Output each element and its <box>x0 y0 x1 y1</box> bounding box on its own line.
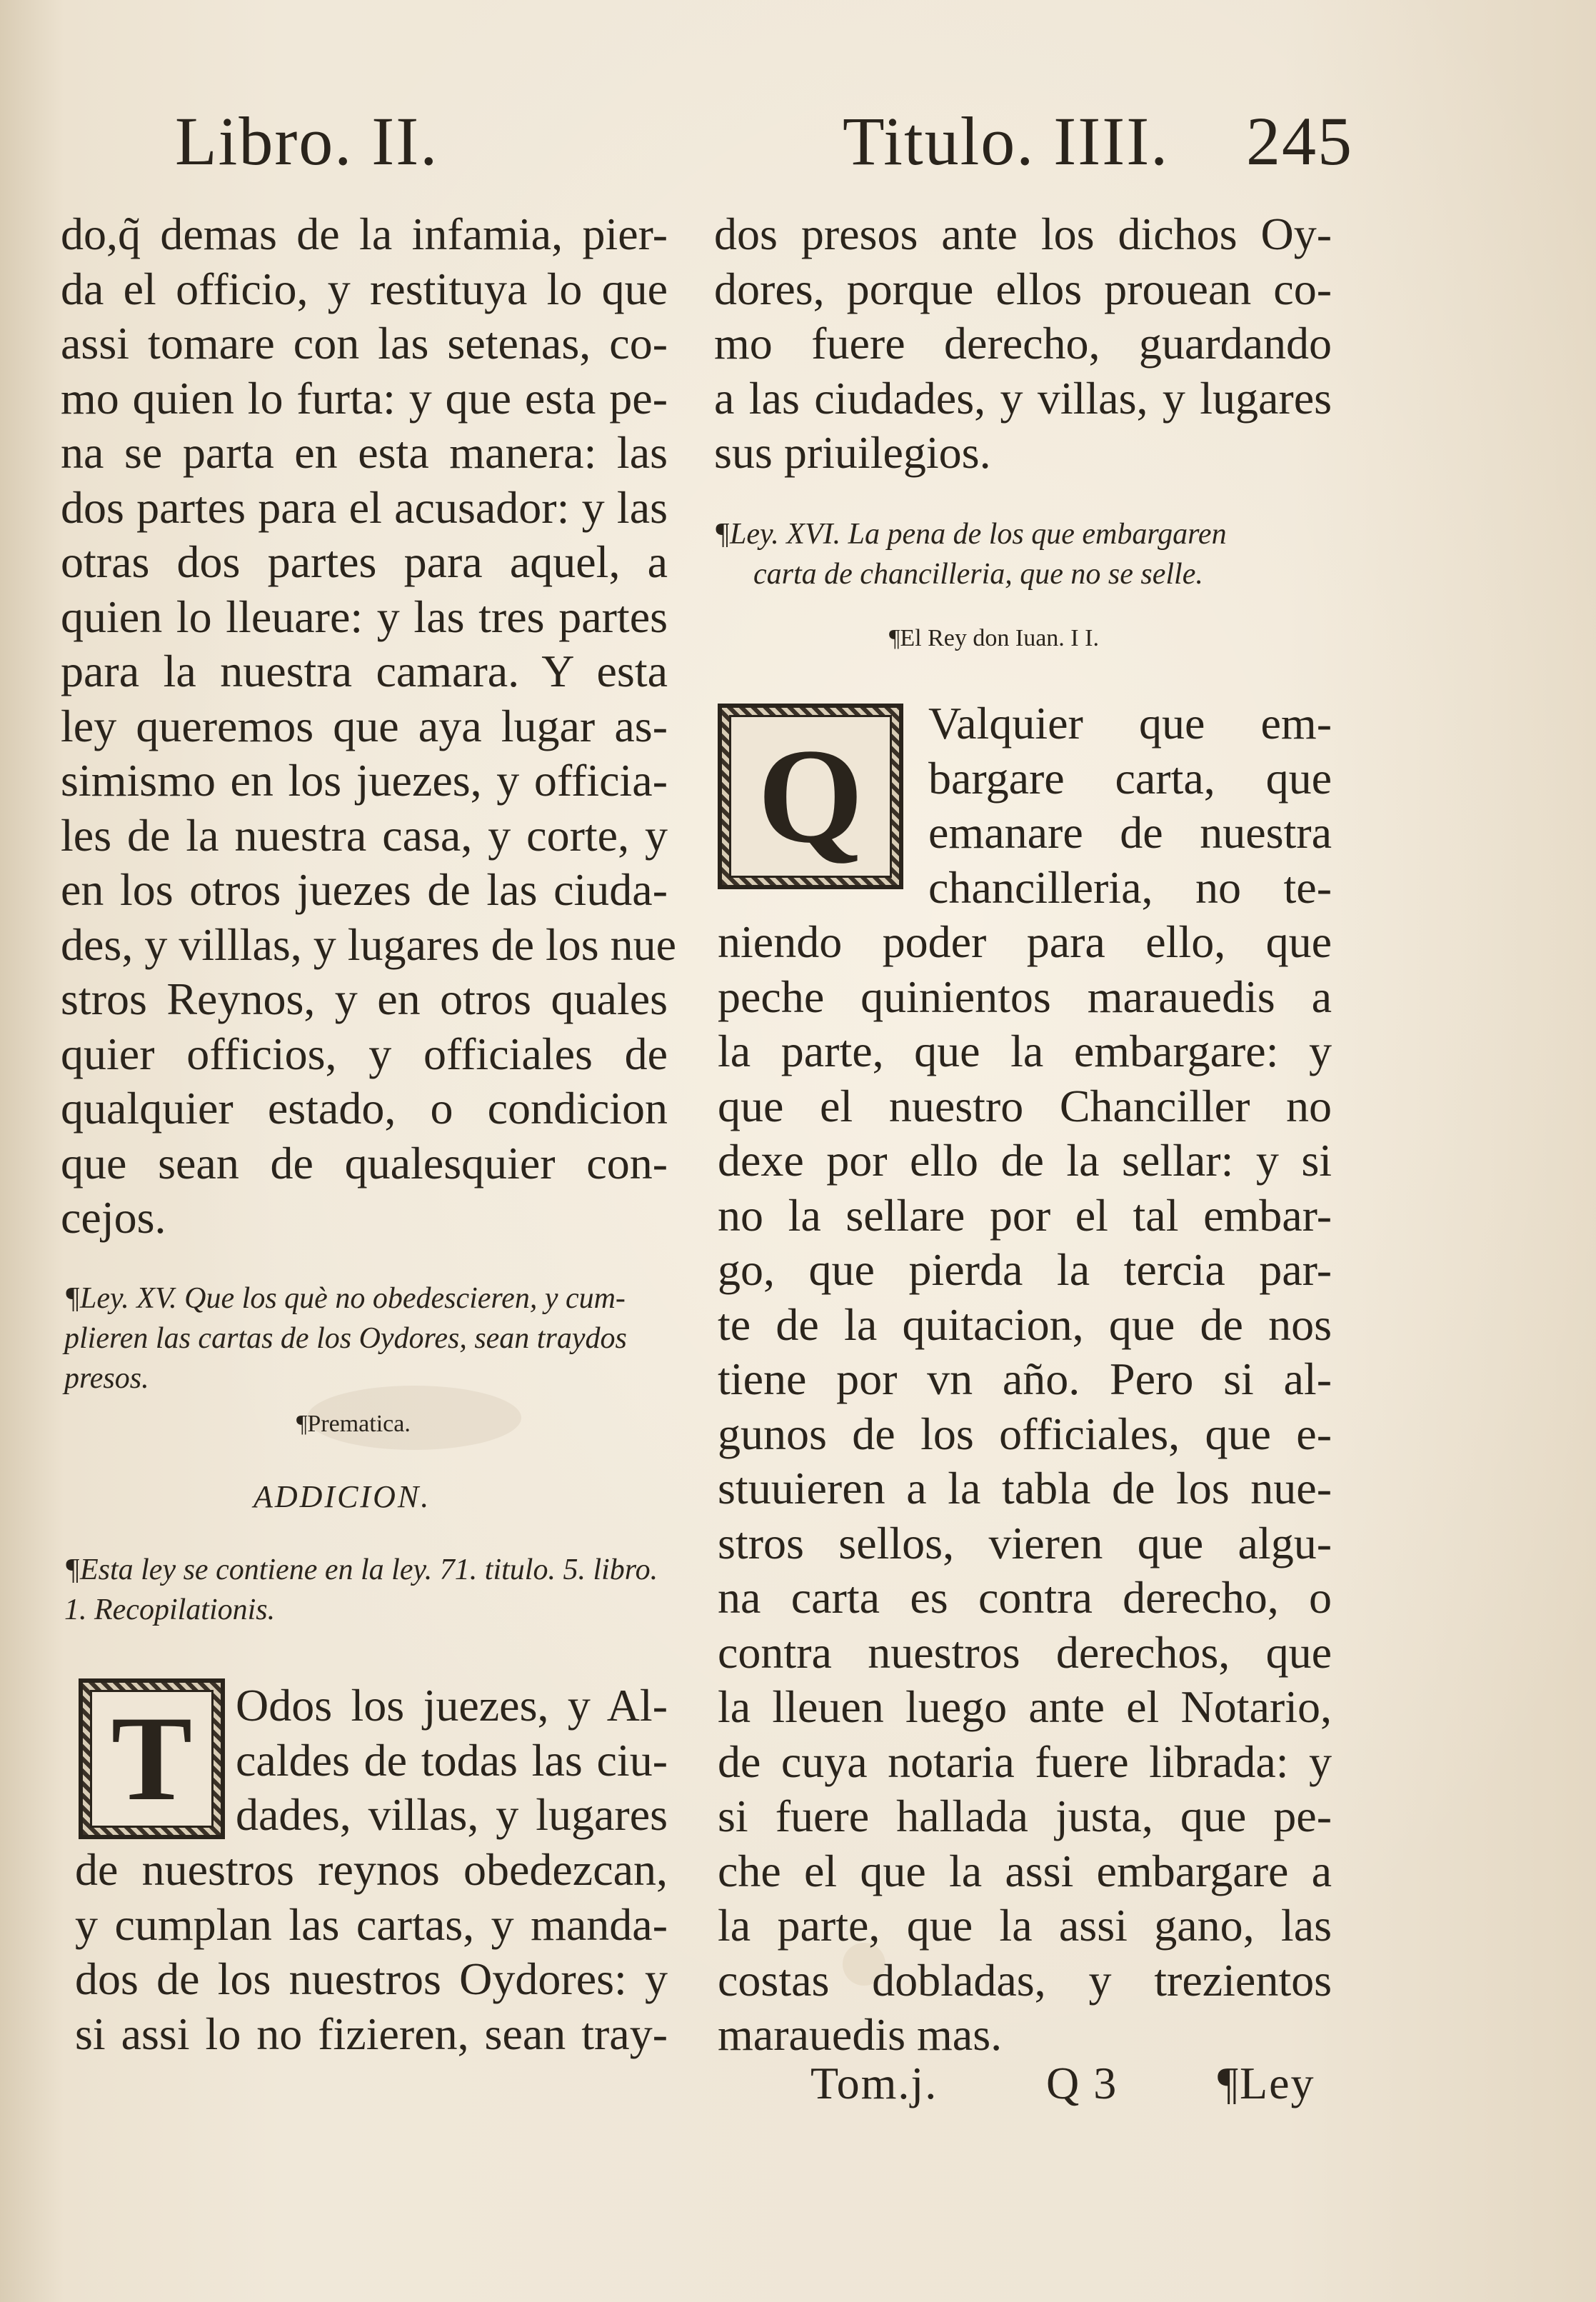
text-line: peche quinientos marauedis a <box>718 971 1332 1022</box>
initial-letter: T <box>90 1690 214 1828</box>
ley15-rubric <box>64 1278 627 1398</box>
text-line: otras dos partes para aquel, a <box>61 536 668 587</box>
text-line: do,q̃ demas de la infamia, pier- <box>61 209 668 259</box>
text-line: a las ciudades, y villas, y lugares <box>714 372 1332 424</box>
right-opening <box>714 207 1332 481</box>
text-line: si assi lo no fizieren, sean tray- <box>75 2008 668 2059</box>
text-line: dexe por ello de la sellar: y si <box>718 1135 1332 1186</box>
text-line: caldes de todas las ciu- <box>236 1734 668 1786</box>
addicion-title: ADDICION. <box>254 1479 431 1514</box>
rubric-line: plieren las cartas de los Oydores, sean traydos <box>64 1322 627 1355</box>
text-line: assi tomare con las setenas, co- <box>61 318 668 369</box>
text-line: y cumplan las cartas, y manda- <box>75 1898 668 1950</box>
text-line: mo quien lo furta: y que esta pe- <box>61 372 668 424</box>
text-line: dos de los nuestros Oydores: y <box>75 1953 668 2004</box>
addicion-note-line: ¶Esta ley se contiene en la ley. 71. titulo. 5. libro. <box>64 1553 658 1586</box>
text-line: que sean de qualesquier con- <box>61 1137 668 1188</box>
text-line: gunos de los officiales, que e- <box>718 1408 1332 1459</box>
text-line: quien lo lleuare: y las tres partes <box>61 591 668 642</box>
text-line: Odos los juezes, y Al- <box>236 1680 668 1731</box>
text-line: la lleuen luego ante el Notario, <box>718 1681 1332 1732</box>
text-line: bargare carta, que <box>928 752 1332 804</box>
running-head-title: Titulo. IIII. <box>843 103 1170 179</box>
text-line: costas dobladas, y trezientos <box>718 1954 1332 2006</box>
page-number: 245 <box>1246 103 1353 179</box>
text-line: dades, villas, y lugares <box>236 1789 668 1840</box>
text-line: stros sellos, vieren que algu- <box>718 1517 1332 1568</box>
catchword: ¶Ley <box>1218 2058 1315 2108</box>
initial-paragraph-left <box>236 1678 668 1843</box>
text-line: tiene por vn año. Pero si al- <box>718 1353 1332 1404</box>
prematica-label: ¶Prematica. <box>296 1411 411 1437</box>
rubric-line: carta de chancilleria, que no se selle. <box>753 558 1203 591</box>
text-line: para la nuestra camara. Y esta <box>61 646 668 696</box>
text-line: contra nuestros derechos, que <box>718 1626 1332 1678</box>
text-line: de cuya notaria fuere librada: y <box>718 1736 1332 1787</box>
initial-paragraph-right <box>928 696 1332 915</box>
text-line: que el nuestro Chanciller no <box>718 1080 1332 1131</box>
text-line: marauedis mas. <box>718 2009 1003 2060</box>
text-line: quier officios, y officiales de <box>61 1028 668 1079</box>
initial-letter: Q <box>729 715 892 878</box>
right-body <box>718 915 1332 2063</box>
text-line: da el officio, y restituya lo que <box>61 263 668 314</box>
rubric-line: ¶Ley. XVI. La pena de los que embargaren <box>714 518 1227 551</box>
gathering-mark: Q 3 <box>1046 2058 1118 2108</box>
rubric-line: presos. <box>64 1362 149 1395</box>
text-line: la parte, que la assi gano, las <box>718 1900 1332 1951</box>
signature-mark: Tom.j. <box>810 2058 938 2108</box>
text-line: na se parta en esta manera: las <box>61 427 668 478</box>
text-line: Valquier que em- <box>928 698 1332 749</box>
attribution: ¶El Rey don Iuan. I I. <box>889 625 1099 651</box>
text-line: stros Reynos, y en otros quales <box>61 974 668 1024</box>
text-line: la parte, que la embargare: y <box>718 1026 1332 1076</box>
text-line: stuuieren a la tabla de los nue- <box>718 1463 1332 1513</box>
text-line: en los otros juezes de las ciuda- <box>61 864 668 915</box>
text-line: te de la quitacion, que de nos <box>718 1298 1332 1350</box>
text-line: go, que pierda la tercia par- <box>718 1244 1332 1295</box>
text-line: dos presos ante los dichos Oy- <box>714 209 1332 259</box>
text-line: dos partes para el acusador: y las <box>61 481 668 533</box>
text-line: les de la nuestra casa, y corte, y <box>61 809 668 861</box>
decorated-initial-q <box>718 704 903 889</box>
running-head-book: Libro. II. <box>175 103 439 179</box>
text-line: niendo poder para ello, que <box>718 916 1332 967</box>
text-line: mo fuere derecho, guardando <box>714 318 1332 369</box>
text-line: des, y villlas, y lugares de los nue <box>61 919 677 970</box>
text-line: emanare de nuestra <box>928 807 1332 858</box>
left-column <box>61 207 677 1246</box>
addicion-note <box>64 1550 658 1630</box>
text-line: simismo en los juezes, y officia- <box>61 755 668 806</box>
closing-paragraph-left <box>75 1843 668 2061</box>
text-line: che el que la assi embargare a <box>718 1845 1332 1896</box>
addicion-note-line: 1. Recopilationis. <box>64 1593 276 1626</box>
text-line: dores, porque ellos prouean co- <box>714 263 1332 314</box>
text-line: chancilleria, no te- <box>928 861 1332 913</box>
text-line: na carta es contra derecho, o <box>718 1572 1332 1623</box>
text-line: si fuere hallada justa, que pe- <box>718 1791 1332 1841</box>
text-line: cejos. <box>61 1192 166 1243</box>
text-line: no la sellare por el tal embar- <box>718 1189 1332 1241</box>
text-line: sus priuilegios. <box>714 427 991 478</box>
text-line: qualquier estado, o condicion <box>61 1083 668 1134</box>
decorated-initial-t <box>79 1678 225 1839</box>
rubric-line: ¶Ley. XV. Que los què no obedescieren, y cum- <box>64 1282 626 1315</box>
text-line: ley queremos que aya lugar as- <box>61 700 668 751</box>
text-line: de nuestros reynos obedezcan, <box>75 1844 668 1895</box>
ley16-rubric <box>714 514 1227 594</box>
